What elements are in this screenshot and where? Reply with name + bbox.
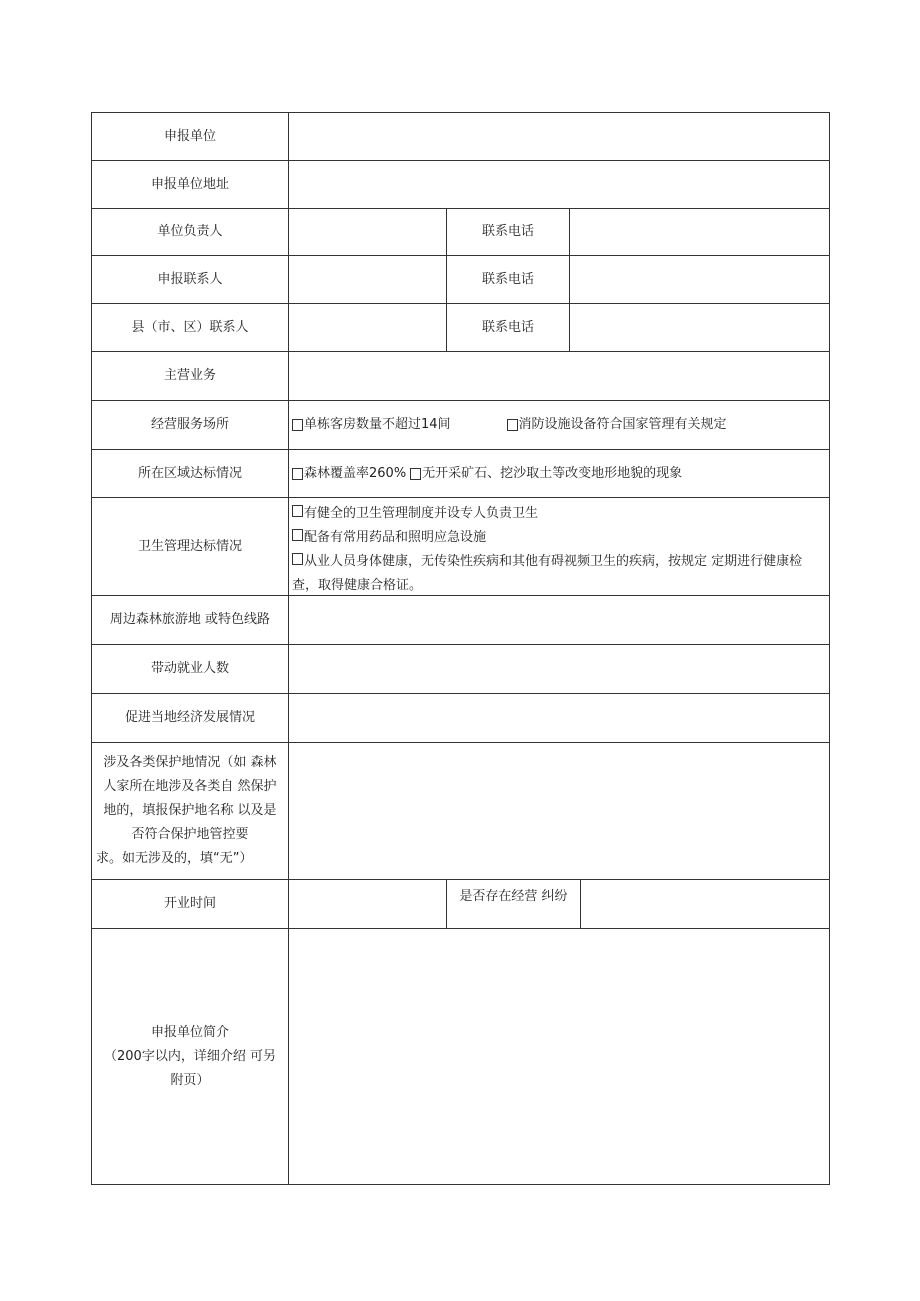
- intro-line-2: （200字以内，详细介绍 可另: [104, 1048, 276, 1064]
- row-opening: [92, 880, 830, 929]
- row-jobs: [92, 645, 830, 694]
- label-county-phone: 联系电话: [447, 304, 570, 352]
- protection-line-4: 否符合保护地管控要: [131, 827, 249, 842]
- input-contact[interactable]: [289, 256, 447, 304]
- checkbox-icon: [292, 419, 303, 431]
- input-tourism[interactable]: [289, 596, 830, 645]
- checkbox-hygiene-system-label: 有健全的卫生管理制度并设专人负责卫生: [304, 506, 539, 521]
- row-intro: [92, 929, 830, 1185]
- row-economy: [92, 694, 830, 743]
- checkbox-fire-label: 消防设施设备符合国家管理有关规定: [518, 417, 727, 432]
- input-jobs[interactable]: [289, 645, 830, 694]
- intro-line-1: 申报单位简介: [150, 1024, 229, 1040]
- label-opening: 开业时间: [92, 880, 289, 929]
- checkbox-icon: [292, 529, 303, 541]
- label-unit: 申报单位: [92, 113, 289, 161]
- label-economy: 促进当地经济发展情况: [92, 694, 289, 743]
- label-jobs: 带动就业人数: [92, 645, 289, 694]
- input-contact-phone[interactable]: [570, 256, 830, 304]
- input-unit[interactable]: [289, 113, 830, 161]
- protection-line-2: 人家所在地涉及各类自 然保护: [103, 779, 277, 794]
- input-opening[interactable]: [289, 880, 447, 929]
- checkbox-forest[interactable]: [292, 463, 406, 485]
- checkbox-staff-health-label: 从业人员身体健康，无传染性疾病和其他有碍视频卫生的疾病，按规定 定期进行健康检查，取得健康合格证。: [292, 554, 803, 593]
- row-region: [92, 450, 830, 498]
- row-county-contact: [92, 304, 830, 352]
- label-head: 单位负责人: [92, 209, 289, 256]
- input-protection[interactable]: [289, 743, 830, 880]
- checkbox-mining-label: 无开采矿石、挖沙取土等改变地形地貌的现象: [422, 465, 683, 481]
- input-intro[interactable]: [289, 929, 830, 1185]
- label-head-phone: 联系电话: [447, 209, 570, 256]
- input-economy[interactable]: [289, 694, 830, 743]
- checkbox-fire[interactable]: [507, 414, 727, 436]
- label-county-contact: 县（市、区）联系人: [92, 304, 289, 352]
- row-head: [92, 209, 830, 256]
- intro-line-3: 附页）: [170, 1072, 210, 1088]
- protection-line-5: 求。如无涉及的，填“无”）: [96, 851, 253, 866]
- application-form: [91, 112, 830, 1185]
- label-tourism: 周边森林旅游地 或特色线路: [92, 596, 289, 645]
- label-region: 所在区域达标情况: [92, 450, 289, 498]
- input-business[interactable]: [289, 352, 830, 401]
- hygiene-options: [289, 498, 830, 596]
- label-business: 主营业务: [92, 352, 289, 401]
- row-venue: [92, 401, 830, 450]
- checkbox-icon: [292, 505, 303, 517]
- input-head[interactable]: [289, 209, 447, 256]
- checkbox-mining[interactable]: [410, 463, 682, 485]
- label-protection: [92, 743, 289, 880]
- checkbox-hygiene-system[interactable]: [292, 502, 826, 526]
- row-protection: [92, 743, 830, 880]
- checkbox-staff-health[interactable]: [292, 550, 826, 598]
- input-county-phone[interactable]: [570, 304, 830, 352]
- row-hygiene: [92, 498, 830, 596]
- checkbox-medicine[interactable]: [292, 526, 826, 550]
- label-address: 申报单位地址: [92, 161, 289, 209]
- checkbox-rooms[interactable]: [292, 414, 451, 436]
- checkbox-rooms-label: 单栋客房数量不超过14间: [304, 417, 451, 432]
- row-tourism: [92, 596, 830, 645]
- checkbox-icon: [507, 419, 518, 431]
- venue-options: [289, 401, 830, 450]
- protection-line-3: 地的，填报保护地名称 以及是: [103, 803, 277, 818]
- protection-line-1: 涉及各类保护地情况（如 森林: [103, 755, 277, 770]
- checkbox-medicine-label: 配备有常用药品和照明应急设施: [304, 530, 487, 545]
- row-contact: [92, 256, 830, 304]
- row-address: [92, 161, 830, 209]
- label-contact: 申报联系人: [92, 256, 289, 304]
- checkbox-icon: [292, 468, 303, 480]
- input-head-phone[interactable]: [570, 209, 830, 256]
- label-contact-phone: 联系电话: [447, 256, 570, 304]
- label-dispute: 是否存在经营 纠纷: [447, 880, 581, 929]
- input-dispute[interactable]: [581, 880, 830, 929]
- checkbox-forest-label: 森林覆盖率260%: [304, 465, 407, 481]
- label-hygiene: 卫生管理达标情况: [92, 498, 289, 596]
- row-business: [92, 352, 830, 401]
- checkbox-icon: [410, 468, 421, 480]
- checkbox-icon: [292, 553, 303, 565]
- input-county-contact[interactable]: [289, 304, 447, 352]
- row-unit: [92, 113, 830, 161]
- region-options: [289, 450, 830, 498]
- label-venue: 经营服务场所: [92, 401, 289, 450]
- label-intro: [92, 929, 289, 1185]
- input-address[interactable]: [289, 161, 830, 209]
